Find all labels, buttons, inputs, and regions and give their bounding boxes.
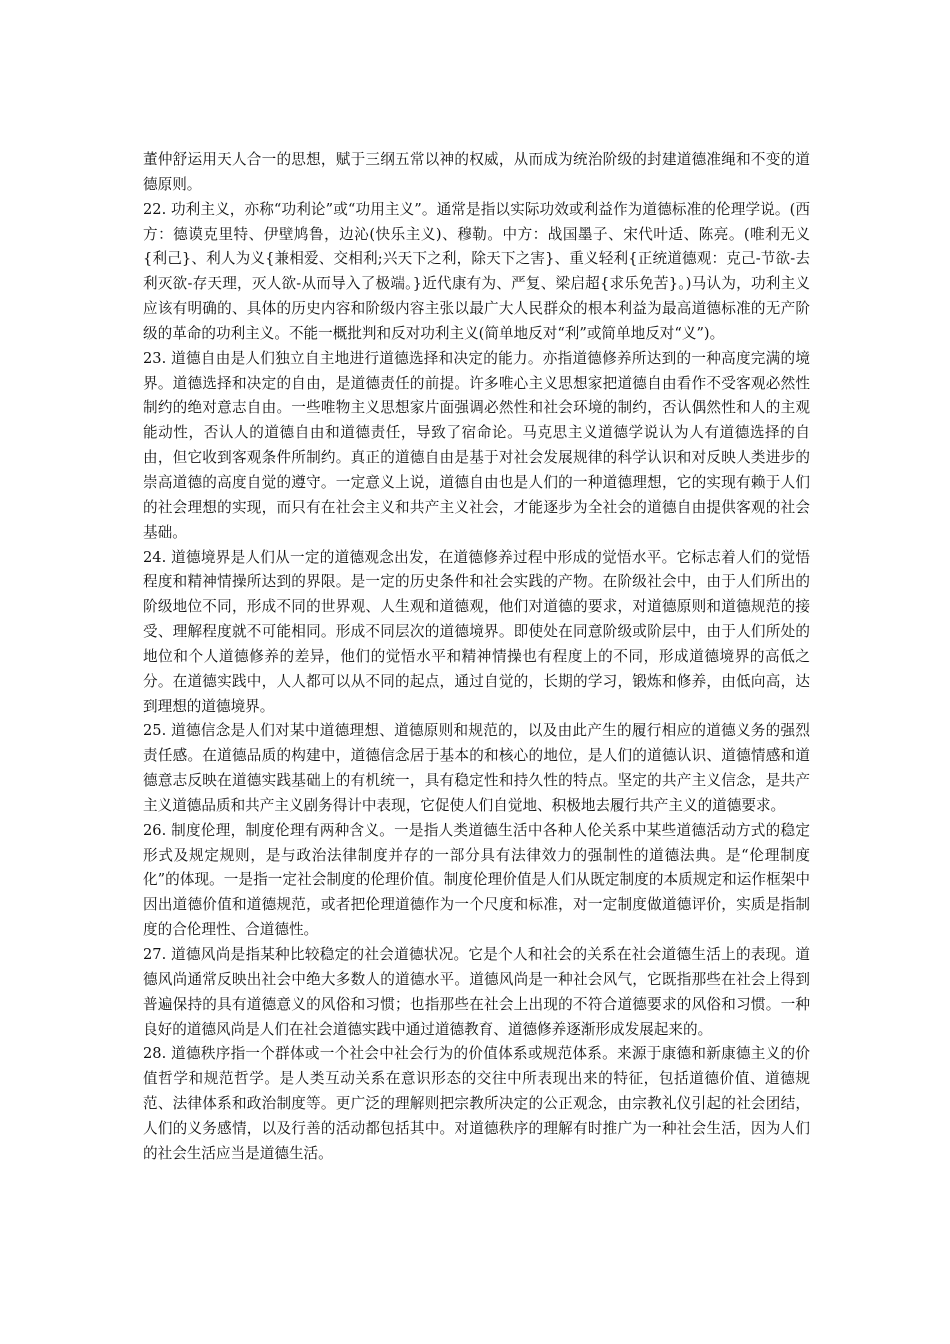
paragraph-22: 22. 功利主义，亦称“功利论”或“功用主义”。通常是指以实际功效或利益作为道德标准的伦理学说。(西方：德谟克里特、伊壁鸠鲁，边沁(快乐主义)、穆勒。中方：战国墨子、宋代叶适、陈亮。(唯利无义{利己}、利人为义{兼相爱、交相利;兴天下之利，除天下之害}、重义轻利{正统道德观：克己-节欲-去利灭欲-存天理，灭人欲-从而导入了极端。}近代康有为、严复、梁启超{求乐免苦}。)马认为，功利主义应该有明确的、具体的历史内容和阶级内容主张以最广大人民群众的根本利益为最高道德标准的无产阶级的革命的功利主义。不能一概批判和反对功利主义(简单地反对“利”或简单地反对“义”)。 <box>143 200 810 342</box>
paragraph-28: 28. 道德秩序指一个群体或一个社会中社会行为的价值体系或规范体系。来源于康德和新康德主义的价值哲学和规范哲学。是人类互动关系在意识形态的交往中所表现出来的特征，包括道德价值、道德规范、法律体系和政治制度等。更广泛的理解则把宗教所决定的公正观念，由宗教礼仪引起的社会团结，人们的义务感情，以及行善的活动都包括其中。对道德秩序的理解有时推广为一种社会生活，因为人们的社会生活应当是道德生活。 <box>143 1045 810 1162</box>
document-body <box>143 148 810 1167</box>
paragraph-26: 26. 制度伦理，制度伦理有两种含义。一是指人类道德生活中各种人伦关系中某些道德活动方式的稳定形式及规定规则，是与政治法律制度并存的一部分具有法律效力的强制性的道德法典。是“伦理制度化”的体现。一是指一定社会制度的伦理价值。制度伦理价值是人们从既定制度的本质规定和运作框架中因出道德价值和道德规范，或者把伦理道德作为一个尺度和标准，对一定制度做道德评价，实质是指制度的合伦理性、合道德性。 <box>143 821 810 939</box>
paragraph-27: 27. 道德风尚是指某种比较稳定的社会道德状况。它是个人和社会的关系在社会道德生活上的表现。道德风尚通常反映出社会中绝大多数人的道德水平。道德风尚是一种社会风气，它既指那些在社会上得到普遍保持的具有道德意义的风俗和习惯；也指那些在社会上出现的不符合道德要求的风俗和习惯。一种良好的道德风尚是人们在社会道德实践中通过道德教育、道德修养逐渐形成发展起来的。 <box>143 946 810 1038</box>
paragraph-intro: 董仲舒运用天人合一的思想，赋于三纲五常以神的权威，从而成为统治阶级的封建道德准绳和不变的道德原则。 <box>143 151 810 193</box>
paragraph-23: 23. 道德自由是人们独立自主地进行道德选择和决定的能力。亦指道德修养所达到的一种高度完满的境界。道德选择和决定的自由，是道德责任的前提。许多唯心主义思想家把道德自由看作不受客观必然性制约的绝对意志自由。一些唯物主义思想家片面强调必然性和社会环境的制约，否认偶然性和人的主观能动性，否认人的道德自由和道德责任，导致了宿命论。马克思主义道德学说认为人有道德选择的自由，但它收到客观条件所制约。真正的道德自由是基于对社会发展规律的科学认识和对反映人类进步的崇高道德的高度自觉的遵守。一定意义上说，道德自由也是人们的一种道德理想，它的实现有赖于人们的社会理想的实现，而只有在社会主义和共产主义社会，才能逐步为全社会的道德自由提供客观的社会基础。 <box>143 349 810 541</box>
paragraph-24: 24. 道德境界是人们从一定的道德观念出发，在道德修养过程中形成的觉悟水平。它标志着人们的觉悟程度和精神情操所达到的界限。是一定的历史条件和社会实践的产物。在阶级社会中，由于人们所出的阶级地位不同，形成不同的世界观、人生观和道德观，他们对道德的要求，对道德原则和道德规范的接受、理解程度就不可能相同。形成不同层次的道德境界。即使处在同意阶级或阶层中，由于人们所处的地位和个人道德修养的差异，他们的觉悟水平和精神情操也有程度上的不同，形成道德境界的高低之分。在道德实践中，人人都可以从不同的起点，通过自觉的，长期的学习，锻炼和修养，由低向高，达到理想的道德境界。 <box>143 548 810 715</box>
paragraph-25: 25. 道德信念是人们对某中道德理想、道德原则和规范的，以及由此产生的履行相应的道德义务的强烈责任感。在道德品质的构建中，道德信念居于基本的和核心的地位，是人们的道德认识、道德情感和道德意志反映在道德实践基础上的有机统一，具有稳定性和持久性的特点。坚定的共产主义信念，是共产主义道德品质和共产主义剧务得计中表现，它促使人们自觉地、积极地去履行共产主义的道德要求。 <box>143 722 810 814</box>
